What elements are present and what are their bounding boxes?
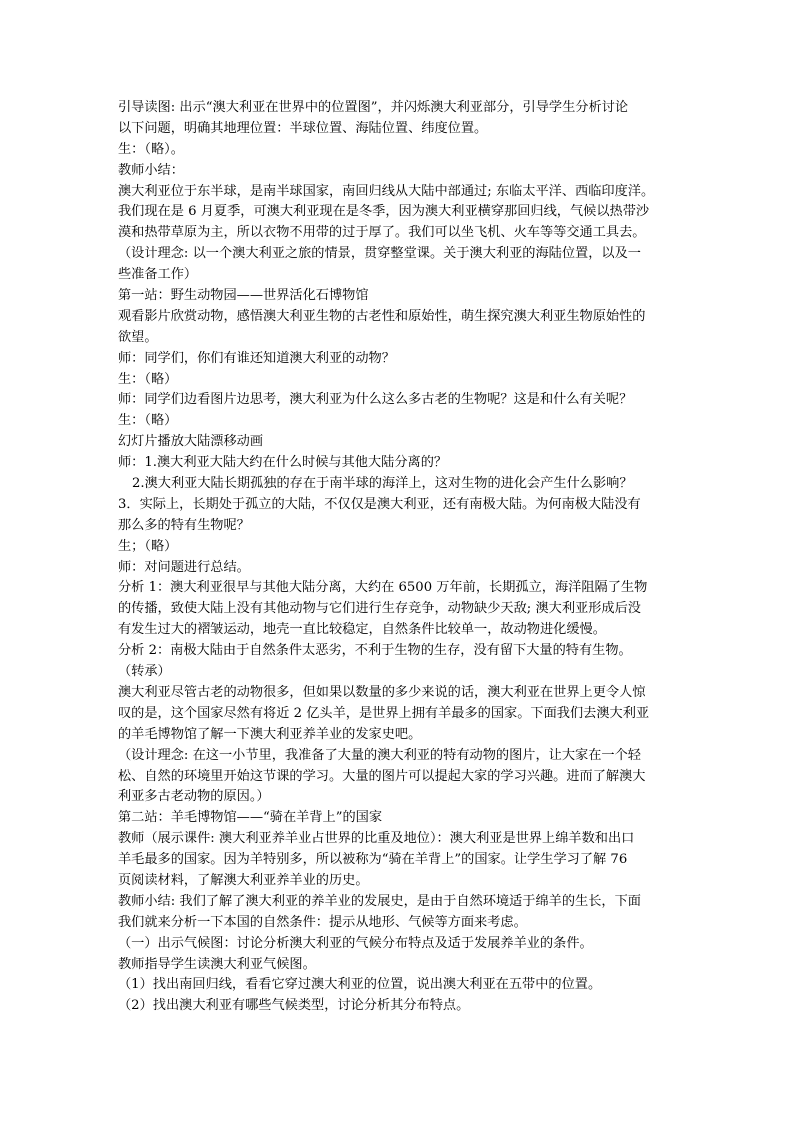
- text-line: （设计理念: 在这一小节里，我准备了大量的澳大利亚的特有动物的图片，让大家在一个轻: [118, 747, 641, 763]
- text-line: 澳大利亚尽管古老的动物很多，但如果以数量的多少来说的话，澳大利亚在世界上更令人惊: [118, 684, 646, 700]
- text-line: 3．实际上，长期处于孤立的大陆，不仅仅是澳大利亚，还有南极大陆。为何南极大陆没有: [118, 496, 641, 512]
- text-line: 生：（略）。: [118, 141, 184, 157]
- text-line: 利亚多古老动物的原因。）: [118, 789, 270, 805]
- text-line: （一）出示气候图：讨论分析澳大利亚的气候分布特点及适于发展养羊业的条件。: [118, 935, 593, 951]
- text-line: 师：同学们，你们有谁还知道澳大利亚的动物？: [118, 350, 395, 366]
- text-line: 叹的是，这个国家尽然有将近 2 亿头羊，是世界上拥有羊最多的国家。下面我们去澳大利亚: [118, 705, 650, 721]
- text-line: 引导读图: 出示“澳大利亚在世界中的位置图”，并闪烁澳大利亚部分，引导学生分析讨论: [118, 100, 629, 115]
- text-line: 漠和热带草原为主，所以衣物不用带的过于厚了。我们可以坐飞机、火车等等交通工具去。: [118, 225, 646, 241]
- text-line: 幻灯片播放大陆漂移动画: [118, 434, 264, 450]
- text-line: 分析 1：澳大利亚很早与其他大陆分离，大约在 6500 万年前，长期孤立，海洋阻隔了生物: [118, 580, 648, 596]
- text-line: 生：（略）: [118, 371, 178, 387]
- text-line: （2）找出澳大利亚有哪些气候类型，讨论分析其分布特点。: [118, 998, 470, 1014]
- text-line: 有发生过大的褶皱运动，地壳一直比较稳定，自然条件比较单一，故动物进化缓慢。: [118, 622, 606, 638]
- text-line: 的传播，致使大陆上没有其他动物与它们进行生存竞争，动物缺少天敌; 澳大利亚形成后没: [118, 601, 641, 617]
- text-line: 生；（略）: [118, 538, 178, 554]
- text-line: 松、自然的环境里开始这节课的学习。大量的图片可以提起大家的学习兴趣。进而了解澳大: [118, 768, 646, 784]
- text-line: 我们现在是 6 月夏季，可澳大利亚现在是冬季，因为澳大利亚横穿那回归线，气候以热带沙: [118, 204, 650, 220]
- text-line: 那么多的特有生物呢？: [118, 517, 250, 533]
- section-heading: 第一站：野生动物园——世界活化石博物馆: [118, 288, 369, 304]
- text-line: 教师小结: 我们了解了澳大利亚的养羊业的发展史，是由于自然环境适于绵羊的生长，下面: [118, 893, 641, 909]
- text-line: 2.澳大利亚大陆长期孤独的存在于南半球的海洋上，这对生物的进化会产生什么影响？: [132, 476, 633, 492]
- text-line: 欲望。: [118, 329, 158, 345]
- text-line: 些准备工作）: [118, 267, 198, 283]
- text-line: 观看影片欣赏动物，感悟澳大利亚生物的古老性和原始性，萌生探究澳大利亚生物原始性的: [118, 308, 646, 324]
- text-line: 澳大利亚位于东半球，是南半球国家，南回归线从大陆中部通过; 东临太平洋、西临印度洋。: [118, 183, 655, 199]
- text-line: 教师小结：: [118, 162, 184, 178]
- document-body: [118, 98, 678, 1017]
- text-line: 生：（略）: [118, 413, 178, 429]
- text-line: 分析 2：南极大陆由于自然条件太恶劣，不利于生物的生存，没有留下大量的特有生物。: [118, 643, 632, 659]
- text-line: （转承）: [118, 664, 171, 680]
- text-line: 师：同学们边看图片边思考，澳大利亚为什么这么多古老的生物呢？这是和什么有关呢？: [118, 392, 633, 408]
- text-line: （设计理念: 以一个澳大利亚之旅的情景，贯穿整堂课。关于澳大利亚的海陆位置，以及一: [118, 246, 641, 262]
- text-line: 页阅读材料，了解澳大利亚养羊业的历史。: [118, 872, 369, 888]
- text-line: （1）找出南回归线，看看它穿过澳大利亚的位置，说出澳大利亚在五带中的位置。: [118, 977, 602, 993]
- text-line: 我们就来分析一下本国的自然条件：提示从地形、气候等方面来考虑。: [118, 914, 527, 930]
- text-line: 以下问题，明确其地理位置：半球位置、海陆位置、纬度位置。: [118, 120, 488, 136]
- text-line: 教师（展示课件: 澳大利亚养羊业占世界的比重及地位）：澳大利亚是世界上绵羊数和出口: [118, 831, 635, 847]
- text-line: 的羊毛博物馆了解一下澳大利亚养羊业的发家史吧。: [118, 726, 422, 742]
- text-line: 师：1.澳大利亚大陆大约在什么时候与其他大陆分离的？: [118, 455, 448, 471]
- section-heading: 第二站：羊毛博物馆——“骑在羊背上”的国家: [118, 810, 383, 826]
- text-line: 羊毛最多的国家。因为羊特别多，所以被称为“骑在羊背上”的国家。让学生学习了解 76: [118, 852, 628, 868]
- text-line: 教师指导学生读澳大利亚气候图。: [118, 956, 316, 972]
- text-line: 师：对问题进行总结。: [118, 559, 250, 575]
